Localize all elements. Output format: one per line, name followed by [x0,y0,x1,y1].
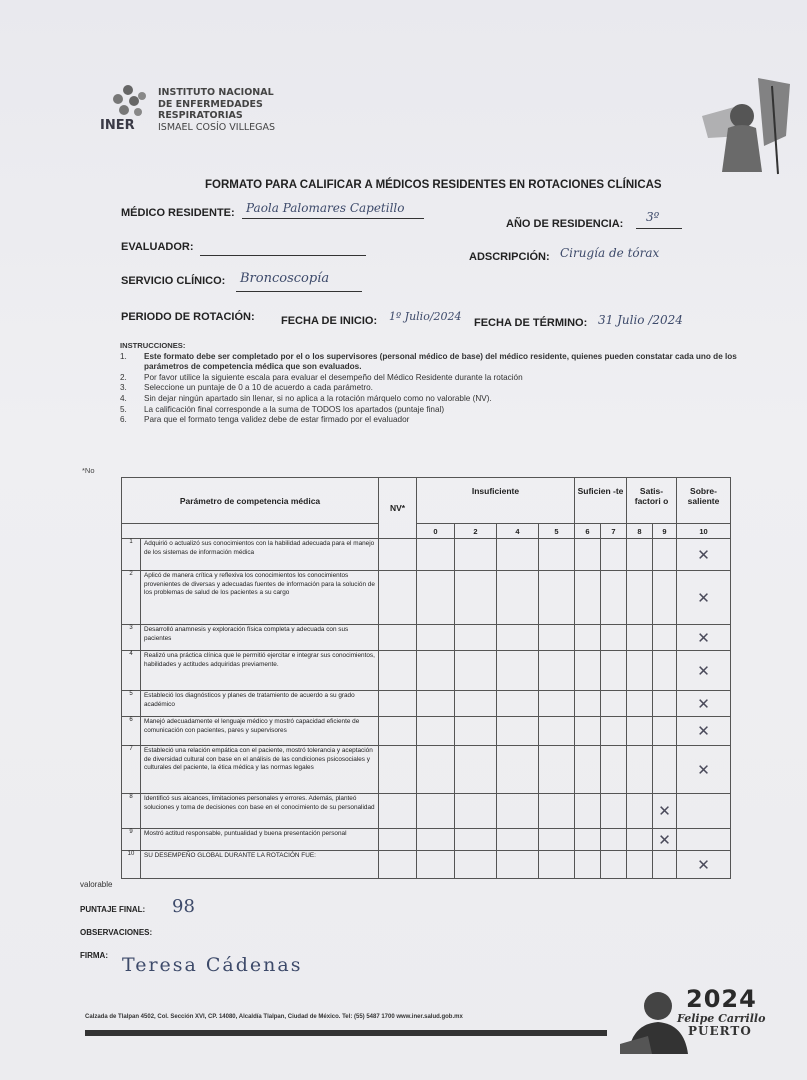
table-row [122,794,731,829]
score-cell-2[interactable] [455,794,497,829]
score-cell-6[interactable] [575,625,601,651]
score-cell-8[interactable] [627,651,653,691]
service-underline [236,291,362,292]
score-cell-0[interactable] [417,571,455,625]
instruction-number: 5. [120,404,127,414]
parameter-text: Aplicó de manera crítica y reflexiva los conocimientos los conocimientos provenientes de diversas y adecuadas fuentes de información para la solución de los problemas de salud de los pacientes a su cargo [141,571,379,625]
resident-value[interactable]: Paola Palomares Capetillo [246,201,405,215]
score-mark[interactable]: ✕ [653,829,677,851]
score-label: 6 [575,524,601,539]
score-cell-9[interactable] [653,851,677,879]
score-cell-4[interactable] [497,571,539,625]
row-number: 3 [122,625,141,651]
score-cell-8[interactable] [627,829,653,851]
sob-header: Sobre- saliente [677,478,731,524]
parameter-text: Realizó una práctica clínica que le permitió ejercitar e integrar sus conocimientos, habilidades y actitudes adquiridas previamente. [141,651,379,691]
score-mark[interactable]: ✕ [677,625,731,651]
table-row [122,851,731,879]
institution-line: RESPIRATORIAS [158,110,243,121]
instruction-item [120,394,770,405]
score-cell-9[interactable] [653,691,677,717]
score-cell-5[interactable] [539,746,575,794]
score-cell-6[interactable] [575,571,601,625]
score-cell-5[interactable] [539,571,575,625]
score-mark[interactable]: ✕ [677,691,731,717]
year-value[interactable]: 3º [646,210,660,224]
resident-label: MÉDICO RESIDENTE: [121,207,235,219]
row-number: 2 [122,571,141,625]
score-cell-7[interactable] [601,829,627,851]
score-cell-0[interactable] [417,851,455,879]
end-value[interactable]: 31 Julio /2024 [598,313,683,327]
row-number: 9 [122,829,141,851]
service-label: SERVICIO CLÍNICO: [121,275,226,287]
nv-cell[interactable] [379,571,417,625]
final-score-label: PUNTAJE FINAL: [80,905,146,914]
score-cell-8[interactable] [627,691,653,717]
score-cell-2[interactable] [455,539,497,571]
instruction-item [120,405,770,416]
score-cell-4[interactable] [497,691,539,717]
instruction-item [120,352,770,373]
row-number: 4 [122,651,141,691]
table-row [122,829,731,851]
score-cell-8[interactable] [627,794,653,829]
score-cell-9[interactable] [653,651,677,691]
score-cell-0[interactable] [417,794,455,829]
evaluator-underline [200,255,366,256]
score-cell-7[interactable] [601,794,627,829]
assignment-label: ADSCRIPCIÓN: [469,251,550,263]
parameter-text: Estableció los diagnósticos y planes de tratamiento de acuerdo a su grado académico [141,691,379,717]
score-cell-6[interactable] [575,746,601,794]
score-cell-9[interactable] [653,571,677,625]
score-cell-7[interactable] [601,691,627,717]
service-value[interactable]: Broncoscopía [240,271,330,286]
row-number: 6 [122,717,141,746]
start-label: FECHA DE INICIO: [281,315,378,327]
score-cell-10[interactable] [677,829,731,851]
score-cell-2[interactable] [455,691,497,717]
score-cell-5[interactable] [539,851,575,879]
instruction-number: 3. [120,383,127,393]
parameter-text: Desarrolló anamnesis y exploración física completa y adecuada con sus pacientes [141,625,379,651]
parameter-text: SU DESEMPEÑO GLOBAL DURANTE LA ROTACIÓN FUE: [141,851,379,879]
score-cell-7[interactable] [601,571,627,625]
insuf-header: Insuficiente [417,478,575,524]
score-cell-5[interactable] [539,625,575,651]
instruction-number: 4. [120,393,127,403]
score-cell-0[interactable] [417,691,455,717]
score-mark[interactable]: ✕ [677,717,731,746]
nv-cell[interactable] [379,717,417,746]
institution-name [158,87,275,133]
score-mark[interactable]: ✕ [677,539,731,571]
score-cell-8[interactable] [627,539,653,571]
evaluation-table [121,477,731,879]
period-label: PERIODO DE ROTACIÓN: [121,311,255,323]
footer-name-line2: PUERTO [688,1024,752,1038]
final-score-value[interactable]: 98 [172,896,195,917]
instruction-text: Seleccione un puntaje de 0 a 10 de acuerdo a cada parámetro. [144,383,373,393]
score-mark[interactable]: ✕ [653,794,677,829]
year-logo-text: 2024 [686,985,757,1013]
score-label: 10 [677,524,731,539]
nv-cell[interactable] [379,625,417,651]
nv-cell[interactable] [379,651,417,691]
score-cell-8[interactable] [627,571,653,625]
table-row [122,717,731,746]
score-cell-0[interactable] [417,539,455,571]
nv-cell[interactable] [379,829,417,851]
score-cell-7[interactable] [601,625,627,651]
score-cell-4[interactable] [497,651,539,691]
score-cell-7[interactable] [601,717,627,746]
instructions-heading: INSTRUCCIONES: [120,341,186,350]
parameter-text: Estableció una relación empática con el paciente, mostró tolerancia y aceptación de diversidad cultural con base en el análisis de las condiciones psicosociales y culturales del paciente, la ética médica y las normas legales [141,746,379,794]
score-cell-5[interactable] [539,539,575,571]
table-row [122,746,731,794]
year-underline [636,228,682,229]
footer-bar [85,1030,607,1036]
score-cell-2[interactable] [455,717,497,746]
score-cell-2[interactable] [455,746,497,794]
instruction-text: Para que el formato tenga validez debe de estar firmado por el evaluador [144,415,410,425]
score-cell-8[interactable] [627,717,653,746]
nv-cell[interactable] [379,794,417,829]
table-row [122,651,731,691]
instruction-number: 6. [120,415,127,425]
nv-cell[interactable] [379,539,417,571]
score-cell-7[interactable] [601,746,627,794]
score-cell-7[interactable] [601,651,627,691]
score-mark[interactable]: ✕ [677,651,731,691]
institution-sub: ISMAEL COSÍO VILLEGAS [158,121,276,133]
footer-address: Calzada de Tlalpan 4502, Col. Sección XVI, CP. 14080, Alcaldía Tlalpan, Ciudad de México. Tel: (55) 5487 1700 www.iner.salud.gob.mx [85,1014,463,1020]
score-cell-5[interactable] [539,691,575,717]
score-header-row [122,524,731,539]
signature-value[interactable]: Teresa Cádenas [122,954,303,976]
score-cell-2[interactable] [455,829,497,851]
instruction-number: 2. [120,372,127,382]
row-number: 1 [122,539,141,571]
evaluator-label: EVALUADOR: [121,241,194,253]
score-cell-4[interactable] [497,717,539,746]
no-valorable-note-top: *No [82,466,95,475]
score-mark[interactable]: ✕ [677,746,731,794]
score-cell-6[interactable] [575,691,601,717]
score-cell-5[interactable] [539,829,575,851]
hero-emblem-image [698,76,794,176]
score-cell-4[interactable] [497,746,539,794]
table-row [122,691,731,717]
instruction-number: 1. [120,351,127,361]
score-cell-0[interactable] [417,829,455,851]
score-cell-10[interactable] [677,794,731,829]
sat-header: Satis- factori o [627,478,677,524]
score-cell-9[interactable] [653,625,677,651]
score-label: 8 [627,524,653,539]
blank-cell [122,524,379,539]
nv-cell[interactable] [379,851,417,879]
assignment-value[interactable]: Cirugía de tórax [560,246,660,260]
table-row [122,625,731,651]
table-header-row [122,478,731,524]
score-cell-4[interactable] [497,794,539,829]
nv-header: NV* [379,478,417,539]
score-cell-9[interactable] [653,539,677,571]
nv-cell[interactable] [379,746,417,794]
table-body [122,539,731,879]
parameter-text: Identificó sus alcances, limitaciones personales y errores. Además, planteó soluciones y toma de decisiones con base en el conocimiento de su personalidad [141,794,379,829]
score-cell-5[interactable] [539,717,575,746]
start-value[interactable]: 1º Julio/2024 [389,310,462,323]
instruction-text: Este formato debe ser completado por el o los supervisores (personal médico de base) del médico residente, quienes pueden constatar cada uno de los parámetros de competencia médica que son evaluados. [144,351,737,372]
score-cell-0[interactable] [417,651,455,691]
score-cell-7[interactable] [601,539,627,571]
score-mark[interactable]: ✕ [677,851,731,879]
score-cell-2[interactable] [455,651,497,691]
score-cell-6[interactable] [575,829,601,851]
score-label: 2 [455,524,497,539]
score-cell-9[interactable] [653,746,677,794]
score-cell-0[interactable] [417,625,455,651]
score-label: 0 [417,524,455,539]
row-number: 5 [122,691,141,717]
table-row [122,539,731,571]
logo-text: INER [100,118,135,133]
instruction-item [120,373,770,384]
score-cell-6[interactable] [575,851,601,879]
parameter-text: Mostró actitud responsable, puntualidad y buena presentación personal [141,829,379,851]
score-cell-6[interactable] [575,717,601,746]
institution-line: DE ENFERMEDADES [158,98,263,110]
no-valorable-note-bottom: valorable [80,880,113,889]
instruction-item [120,415,770,426]
score-cell-5[interactable] [539,651,575,691]
instructions [120,341,770,426]
score-cell-4[interactable] [497,851,539,879]
iner-logo-icon [108,84,148,118]
score-cell-6[interactable] [575,794,601,829]
parameter-text: Adquirió o actualizó sus conocimientos con la habilidad adecuada para el manejo de los sistemas de información médica [141,539,379,571]
institution-line: INSTITUTO NACIONAL [158,87,274,98]
row-number: 8 [122,794,141,829]
year-label: AÑO DE RESIDENCIA: [506,218,624,230]
table-row [122,571,731,625]
score-cell-8[interactable] [627,625,653,651]
score-cell-6[interactable] [575,651,601,691]
end-label: FECHA DE TÉRMINO: [474,317,588,329]
observations-label: OBSERVACIONES: [80,928,153,937]
footer-name-line1: Felipe Carrillo [677,1012,766,1025]
score-label: 5 [539,524,575,539]
instruction-text: La calificación final corresponde a la suma de TODOS los apartados (puntaje final) [144,404,445,414]
score-cell-8[interactable] [627,746,653,794]
score-cell-4[interactable] [497,625,539,651]
form-title: FORMATO PARA CALIFICAR A MÉDICOS RESIDENTES EN ROTACIONES CLÍNICAS [205,179,662,191]
score-cell-2[interactable] [455,625,497,651]
score-label: 7 [601,524,627,539]
resident-underline [242,218,424,219]
score-cell-9[interactable] [653,717,677,746]
score-cell-2[interactable] [455,571,497,625]
score-cell-0[interactable] [417,746,455,794]
instruction-text: Sin dejar ningún apartado sin llenar, si no aplica a la rotación márquelo como no valorable (NV). [144,393,492,403]
instruction-text: Por favor utilice la siguiente escala para evaluar el desempeño del Médico Residente durante la rotación [144,372,523,382]
score-cell-0[interactable] [417,717,455,746]
signature-label: FIRMA: [80,951,108,960]
instruction-item [120,383,770,394]
score-cell-4[interactable] [497,829,539,851]
score-cell-7[interactable] [601,851,627,879]
score-cell-8[interactable] [627,851,653,879]
parameter-text: Manejó adecuadamente el lenguaje médico y mostró capacidad eficiente de comunicación con pacientes, pares y supervisores [141,717,379,746]
score-cell-5[interactable] [539,794,575,829]
nv-cell[interactable] [379,691,417,717]
score-label: 4 [497,524,539,539]
score-cell-6[interactable] [575,539,601,571]
score-cell-4[interactable] [497,539,539,571]
row-number: 10 [122,851,141,879]
param-header: Parámetro de competencia médica [122,478,379,524]
score-cell-2[interactable] [455,851,497,879]
score-label: 9 [653,524,677,539]
score-mark[interactable]: ✕ [677,571,731,625]
row-number: 7 [122,746,141,794]
suf-header: Suficien -te [575,478,627,524]
